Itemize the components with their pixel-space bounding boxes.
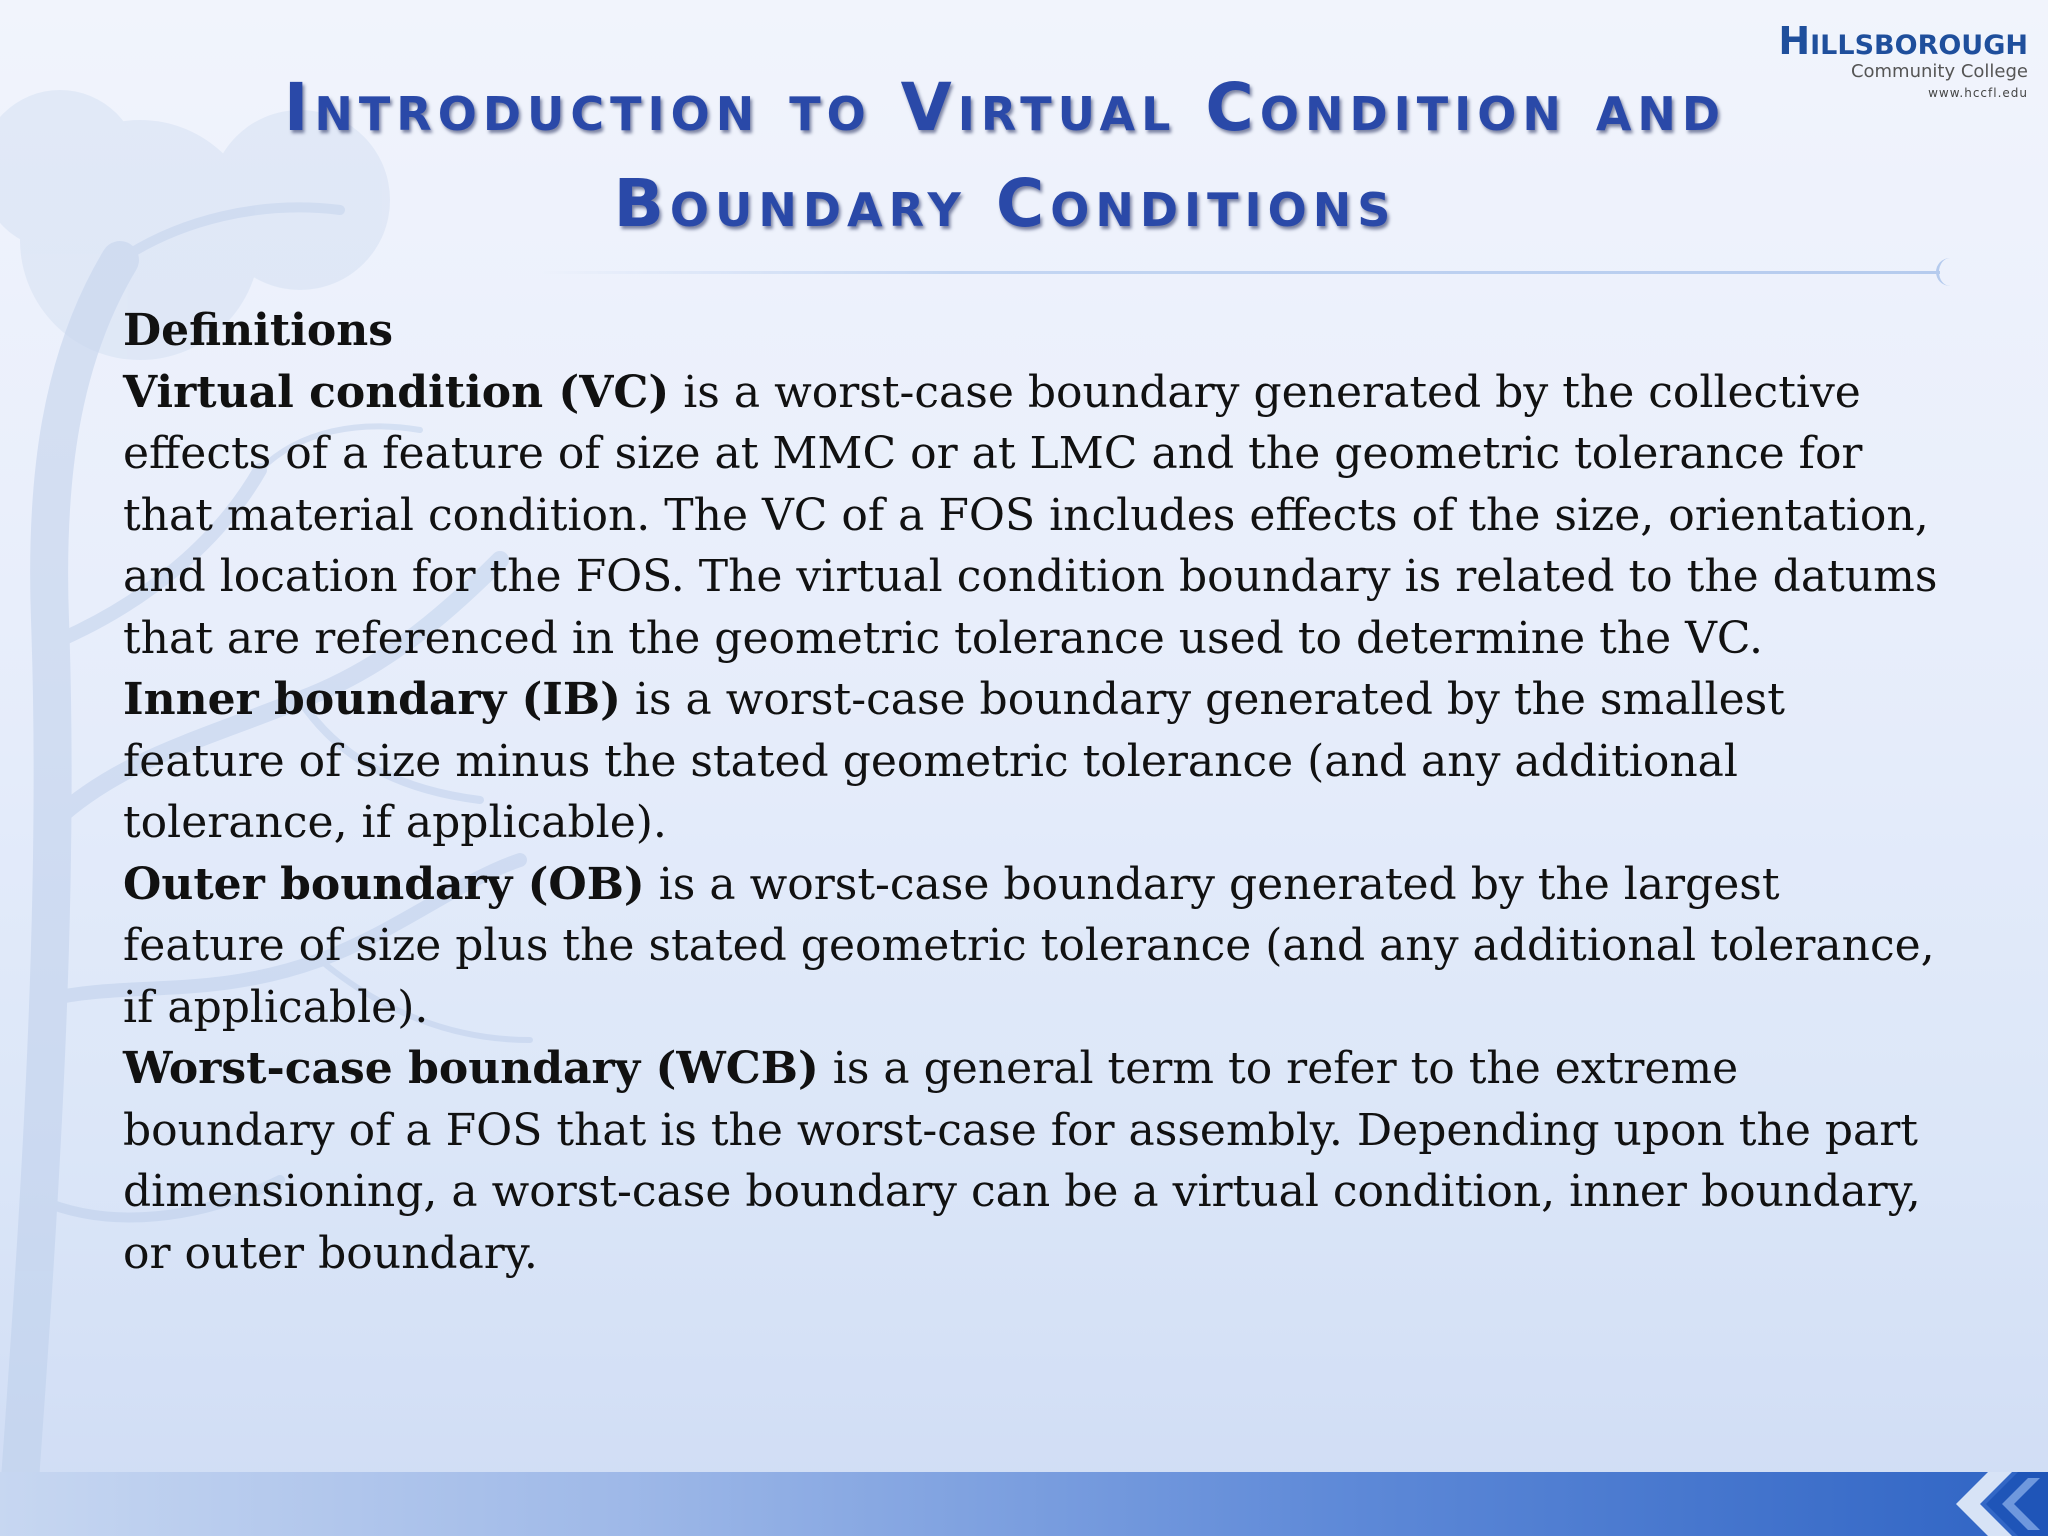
definition-outer-boundary <box>123 854 1953 1039</box>
title-divider <box>540 271 1940 274</box>
logo-name: Hillsborough <box>1778 19 2028 63</box>
title-divider-end <box>1936 258 1951 286</box>
definition-text: is a worst-case boundary generated by the collective effects of a feature of size at MMC or at LMC and the geometric tolerance for that material condition. The VC of a FOS includes effects of the size, orientation, and location for the FOS. The virtual condition boundary is related to the datums that are referenced in the geometric tolerance used to determine the VC. <box>123 366 1938 664</box>
logo-subtitle: Community College <box>1850 61 2028 82</box>
slide-body <box>123 300 1953 1284</box>
definition-term: Inner boundary (IB) <box>123 674 621 725</box>
logo-url: www.hccfl.edu <box>1928 85 2028 100</box>
chevron-left-icon <box>1928 1472 2048 1536</box>
slide-title-line1: Introduction to Virtual Condition and <box>283 69 1727 146</box>
slide-title <box>150 60 1860 252</box>
definition-term: Virtual condition (VC) <box>123 366 670 418</box>
definition-virtual-condition <box>123 362 1953 670</box>
definition-term: Outer boundary (OB) <box>123 858 645 910</box>
definition-text: is a worst-case boundary generated by the smallest feature of size minus the stated geometric tolerance (and any additional tolerance, if applicable). <box>123 674 1785 848</box>
definition-text: is a general term to refer to the extreme boundary of a FOS that is the worst-case for assembly. Depending upon the part dimensioning, a worst-case boundary can be a virtual condition, inner boundary, or outer boundary. <box>123 1043 1921 1279</box>
definition-worst-case-boundary <box>123 1038 1953 1284</box>
slide-title-line2: Boundary Conditions <box>613 165 1397 242</box>
definition-term: Worst-case boundary (WCB) <box>123 1043 819 1094</box>
definition-text: is a worst-case boundary generated by the largest feature of size plus the stated geometric tolerance (and any additional tolerance, if applicable). <box>123 858 1935 1033</box>
footer-bar <box>0 1472 2048 1536</box>
definitions-heading: Definitions <box>123 305 393 356</box>
definition-inner-boundary <box>123 669 1953 854</box>
